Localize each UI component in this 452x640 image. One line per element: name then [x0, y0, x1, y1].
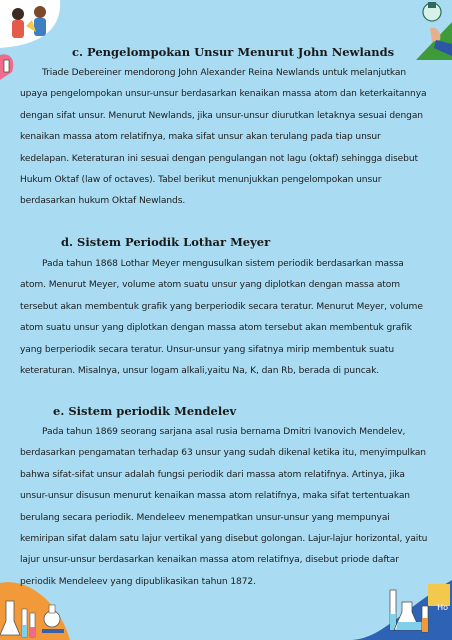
hand-with-flask-illustration	[412, 0, 452, 60]
section-heading-mendelev: e. Sistem periodik Mendelev	[53, 404, 237, 418]
section-paragraph-mendelev	[20, 422, 432, 593]
element-tile-label: Ho	[437, 603, 448, 612]
section-paragraph-lothar-meyer	[20, 254, 432, 382]
section-heading-lothar-meyer: d. Sistem Periodik Lothar Meyer	[61, 235, 271, 249]
paragraph-text: Pada tahun 1869 seorang sarjana asal rusia bernama Dmitri Ivanovich Mendelev, berdasarkan pengamatan terhadap 63 unsur yang sudah dikenal ketika itu, menyimpulkan bahwa sifat-sifat unsur adalah fungsi periodik dari massa atom relatifnya. Artinya, jika unsur-unsur disusun menurut kenaikan massa atom relatifnya, maka sifat tertentuakan berulang secara periodik. Mendeleev menempatkan unsur-unsur yang mempunyai kemiripan sifat dalam satu lajur vertikal yang disebut golongan. Lajur-lajur horizontal, yaitu lajur unsur-unsur berdasarkan kenaikan massa atom relatifnya, disebut priode daftar periodik Mendeleev yang dipublikasikan tahun 1872.	[20, 427, 428, 587]
section-heading-newlands: c. Pengelompokan Unsur Menurut John Newlands	[72, 45, 395, 59]
paragraph-text: Pada tahun 1868 Lothar Meyer mengusulkan sistem periodik berdasarkan massa atom. Menurut Meyer, volume atom suatu unsur yang diplotkan dengan massa atom tersebut akan membentuk grafik yang berperiodik secara teratur. Menurut Meyer, volume atom suatu unsur yang diplotkan dengan massa atom tersebut akan membentuk grafik yang berperiodik secara teratur. Unsur-unsur yang sifatnya mirip membentuk suatu keteraturan. Misalnya, unsur logam alkali,yaitu Na, K, dan Rb, berada di puncak.	[20, 259, 423, 377]
paragraph-text: Triade Debereiner mendorong John Alexander Reina Newlands untuk melanjutkan upaya pengelompokan unsur-unsur berdasarkan kenaikan massa atom dan keterkaitannya dengan sifat unsur. Menurut Newlands, jika unsur-unsur diurutkan letaknya sesuai dengan kenaikan massa atom relatifnya, maka sifat unsur akan terulang pada tiap unsur kedelapan. Keteraturan ini sesuai dengan pengulangan not lagu (oktaf) sehingga disebut Hukum Oktaf (law of octaves). Tabel berikut menunjukkan pengelompokan unsur berdasarkan hukum Oktaf Newlands.	[20, 68, 427, 207]
section-paragraph-newlands	[20, 63, 432, 213]
